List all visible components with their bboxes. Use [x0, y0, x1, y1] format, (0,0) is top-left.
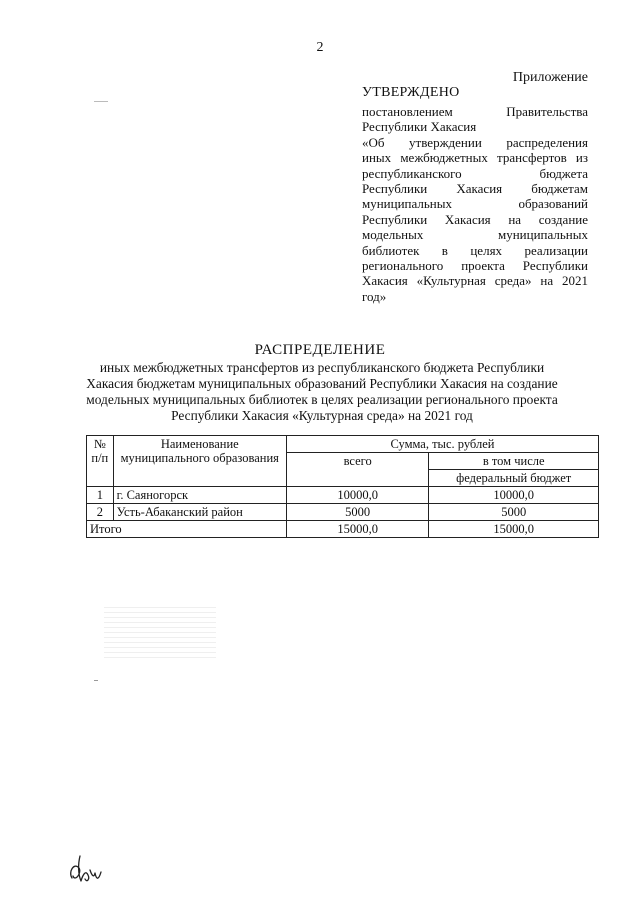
table-row: [87, 504, 599, 521]
approved-heading: УТВЕРЖДЕНО: [362, 85, 460, 100]
distribution-table: [86, 435, 599, 538]
handwritten-initials: [66, 848, 106, 888]
approval-line: постановлением Правительства: [362, 104, 588, 119]
subtitle-line: Хакасия бюджетам муниципальных образований Республики Хакасия на создание: [86, 376, 558, 391]
approval-line: Республики Хакасия: [362, 119, 477, 135]
row-total: 10000,0: [286, 487, 428, 504]
approval-line: регионального проекта Республики: [362, 257, 588, 273]
header-total: всего: [286, 453, 428, 487]
distribution-title: РАСПРЕДЕЛЕНИЕ: [254, 342, 386, 358]
approval-line: республиканского бюджета: [362, 165, 588, 181]
appendix-label: Приложение: [512, 70, 588, 85]
approval-line: модельных муниципальных: [362, 227, 588, 243]
footer-total: 15000,0: [286, 521, 428, 538]
approval-line: «Об утверждении распределения: [362, 134, 588, 150]
row-federal: 5000: [429, 504, 599, 521]
faded-stamp: [104, 604, 216, 658]
subtitle-line: Республики Хакасия «Культурная среда» на 2021 год: [171, 408, 473, 423]
margin-mark: [94, 680, 98, 681]
footer-label: Итого: [87, 521, 287, 538]
row-federal: 10000,0: [429, 487, 599, 504]
subtitle-line: иных межбюджетных трансфертов из республиканского бюджета Республики: [99, 360, 545, 375]
approval-line: год»: [362, 288, 387, 304]
page-number: 2: [316, 40, 324, 55]
row-total: 5000: [286, 504, 428, 521]
row-name: г. Саяногорск: [113, 487, 286, 504]
header-sum: Сумма, тыс. рублей: [286, 436, 598, 453]
table-footer-row: [87, 521, 599, 538]
header-num: № п/п: [87, 436, 114, 487]
footer-federal: 15000,0: [429, 521, 599, 538]
approval-line: библиотек в целях реализации: [362, 242, 588, 258]
approval-line: Республики Хакасия на создание: [362, 211, 588, 227]
approval-line: муниципальных образований: [362, 196, 588, 212]
approval-line: Республики Хакасия бюджетам: [362, 180, 588, 196]
margin-mark: [94, 101, 108, 102]
row-num: 1: [87, 487, 114, 504]
table-row: [87, 487, 599, 504]
header-including: в том числе: [429, 453, 599, 470]
distribution-subtitle: [82, 360, 562, 424]
row-num: 2: [87, 504, 114, 521]
header-name: Наименование муниципального образования: [113, 436, 286, 487]
approval-text: [362, 104, 588, 304]
table-header-row: [87, 436, 599, 453]
row-name: Усть-Абаканский район: [113, 504, 286, 521]
approval-line: Хакасия «Культурная среда» на 2021: [362, 273, 588, 289]
approval-line: иных межбюджетных трансфертов из: [362, 150, 588, 166]
header-federal: федеральный бюджет: [429, 470, 599, 487]
subtitle-line: модельных муниципальных библиотек в целях реализации регионального проекта: [86, 392, 558, 407]
